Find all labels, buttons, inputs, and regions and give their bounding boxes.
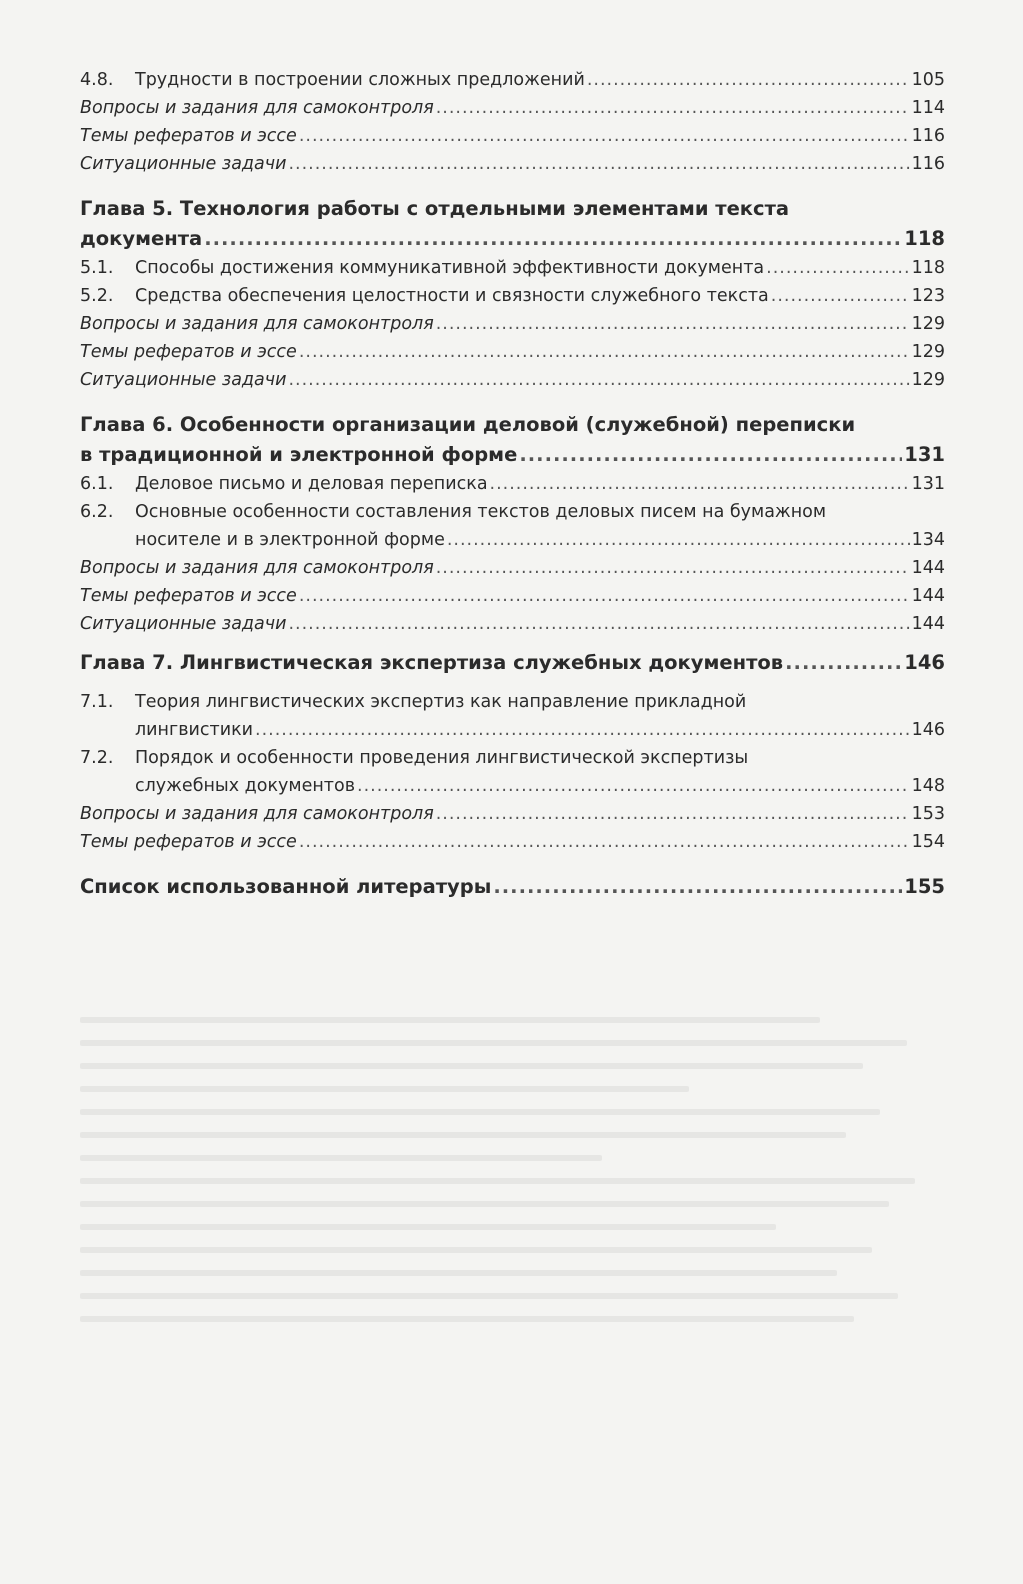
entry-page: 131	[911, 474, 945, 494]
entry-title: Темы рефератов и эссе	[80, 342, 297, 362]
entry-page: 118	[911, 258, 945, 278]
entry-title: Способы достижения коммуникативной эффективности документа	[135, 258, 765, 278]
dot-leader	[771, 282, 910, 310]
toc-entry-tasks-4	[80, 150, 945, 178]
show-through-text	[80, 1000, 950, 1460]
chapter-title-line: Глава 6. Особенности организации деловой (служебной) переписки	[80, 413, 856, 436]
dot-leader	[288, 610, 909, 638]
entry-title: Основные особенности составления текстов деловых писем на бумажном	[135, 502, 827, 522]
dot-leader	[587, 66, 910, 94]
entry-title: служебных документов	[135, 776, 356, 796]
toc-entry-7-2-cont	[80, 772, 945, 800]
toc-entry-questions-4	[80, 94, 945, 122]
dot-leader	[299, 828, 910, 856]
entry-page: 114	[911, 98, 945, 118]
entry-page: 134	[911, 530, 945, 550]
toc-entry-7-1	[80, 688, 945, 716]
toc-entry-7-2	[80, 744, 945, 772]
dot-leader	[436, 554, 910, 582]
dot-leader	[288, 366, 909, 394]
dot-leader	[436, 800, 910, 828]
entry-title: Вопросы и задания для самоконтроля	[80, 314, 434, 334]
toc-entry-6-2	[80, 498, 945, 526]
entry-page: 123	[911, 286, 945, 306]
entry-title: Порядок и особенности проведения лингвистической экспертизы	[135, 748, 749, 768]
toc-entry-questions-7	[80, 800, 945, 828]
dot-leader	[493, 872, 902, 902]
entry-title: Вопросы и задания для самоконтроля	[80, 804, 434, 824]
toc-entry-5-2	[80, 282, 945, 310]
toc-entry-questions-6	[80, 554, 945, 582]
entry-page: 131	[904, 443, 945, 466]
toc-entry-topics-5	[80, 338, 945, 366]
dot-leader	[436, 310, 910, 338]
toc-bibliography	[80, 872, 945, 902]
toc-entry-topics-6	[80, 582, 945, 610]
toc-entry-tasks-5	[80, 366, 945, 394]
toc-entry-4-8	[80, 66, 945, 94]
entry-page: 146	[911, 720, 945, 740]
entry-title: носителе и в электронной форме	[135, 530, 445, 550]
dot-leader	[766, 254, 909, 282]
entry-title: лингвистики	[135, 720, 254, 740]
toc-entry-6-1	[80, 470, 945, 498]
entry-number: 4.8.	[80, 70, 114, 90]
table-of-contents	[80, 66, 945, 902]
entry-title: Ситуационные задачи	[80, 370, 287, 390]
entry-page: 116	[911, 126, 945, 146]
toc-chapter-7	[80, 648, 945, 678]
entry-title: Темы рефератов и эссе	[80, 586, 297, 606]
entry-page: 129	[911, 342, 945, 362]
toc-entry-5-1	[80, 254, 945, 282]
entry-page: 155	[904, 875, 945, 898]
chapter-title-line: Список использованной литературы	[80, 875, 492, 898]
dot-leader	[299, 122, 910, 150]
entry-title: Ситуационные задачи	[80, 154, 287, 174]
toc-entry-topics-4	[80, 122, 945, 150]
entry-title: Деловое письмо и деловая переписка	[135, 474, 488, 494]
entry-title: Средства обеспечения целостности и связности служебного текста	[135, 286, 769, 306]
dot-leader	[204, 224, 902, 254]
chapter-title-line: Глава 5. Технология работы с отдельными элементами текста	[80, 197, 790, 220]
entry-page: 105	[911, 70, 945, 90]
entry-title: Темы рефератов и эссе	[80, 832, 297, 852]
entry-page: 118	[904, 227, 945, 250]
entry-page: 154	[911, 832, 945, 852]
toc-entry-6-2-cont	[80, 526, 945, 554]
entry-title: Вопросы и задания для самоконтроля	[80, 98, 434, 118]
dot-leader	[785, 648, 902, 678]
dot-leader	[436, 94, 910, 122]
entry-number: 7.1.	[80, 692, 114, 712]
chapter-title-line: Глава 7. Лингвистическая экспертиза служебных документов	[80, 651, 784, 674]
dot-leader	[255, 716, 910, 744]
toc-entry-questions-5	[80, 310, 945, 338]
entry-number: 6.1.	[80, 474, 114, 494]
entry-title: Теория лингвистических экспертиз как направление прикладной	[135, 692, 747, 712]
entry-title: Темы рефератов и эссе	[80, 126, 297, 146]
entry-page: 148	[911, 776, 945, 796]
entry-number: 7.2.	[80, 748, 114, 768]
toc-entry-7-1-cont	[80, 716, 945, 744]
chapter-title-line: в традиционной и электронной форме	[80, 443, 518, 466]
entry-page: 144	[911, 614, 945, 634]
dot-leader	[357, 772, 910, 800]
entry-page: 144	[911, 558, 945, 578]
entry-page: 116	[911, 154, 945, 174]
entry-page: 129	[911, 370, 945, 390]
toc-chapter-5	[80, 194, 945, 254]
entry-title: Ситуационные задачи	[80, 614, 287, 634]
dot-leader	[447, 526, 910, 554]
dot-leader	[490, 470, 910, 498]
chapter-title-line: документа	[80, 227, 203, 250]
entry-number: 5.2.	[80, 286, 114, 306]
entry-title: Трудности в построении сложных предложений	[135, 70, 585, 90]
toc-entry-tasks-6	[80, 610, 945, 638]
entry-page: 144	[911, 586, 945, 606]
entry-page: 129	[911, 314, 945, 334]
dot-leader	[288, 150, 909, 178]
entry-page: 153	[911, 804, 945, 824]
dot-leader	[519, 440, 902, 470]
toc-entry-topics-7	[80, 828, 945, 856]
entry-title: Вопросы и задания для самоконтроля	[80, 558, 434, 578]
entry-number: 5.1.	[80, 258, 114, 278]
dot-leader	[299, 338, 910, 366]
toc-chapter-6	[80, 410, 945, 470]
entry-number: 6.2.	[80, 502, 114, 522]
dot-leader	[299, 582, 910, 610]
entry-page: 146	[904, 651, 945, 674]
